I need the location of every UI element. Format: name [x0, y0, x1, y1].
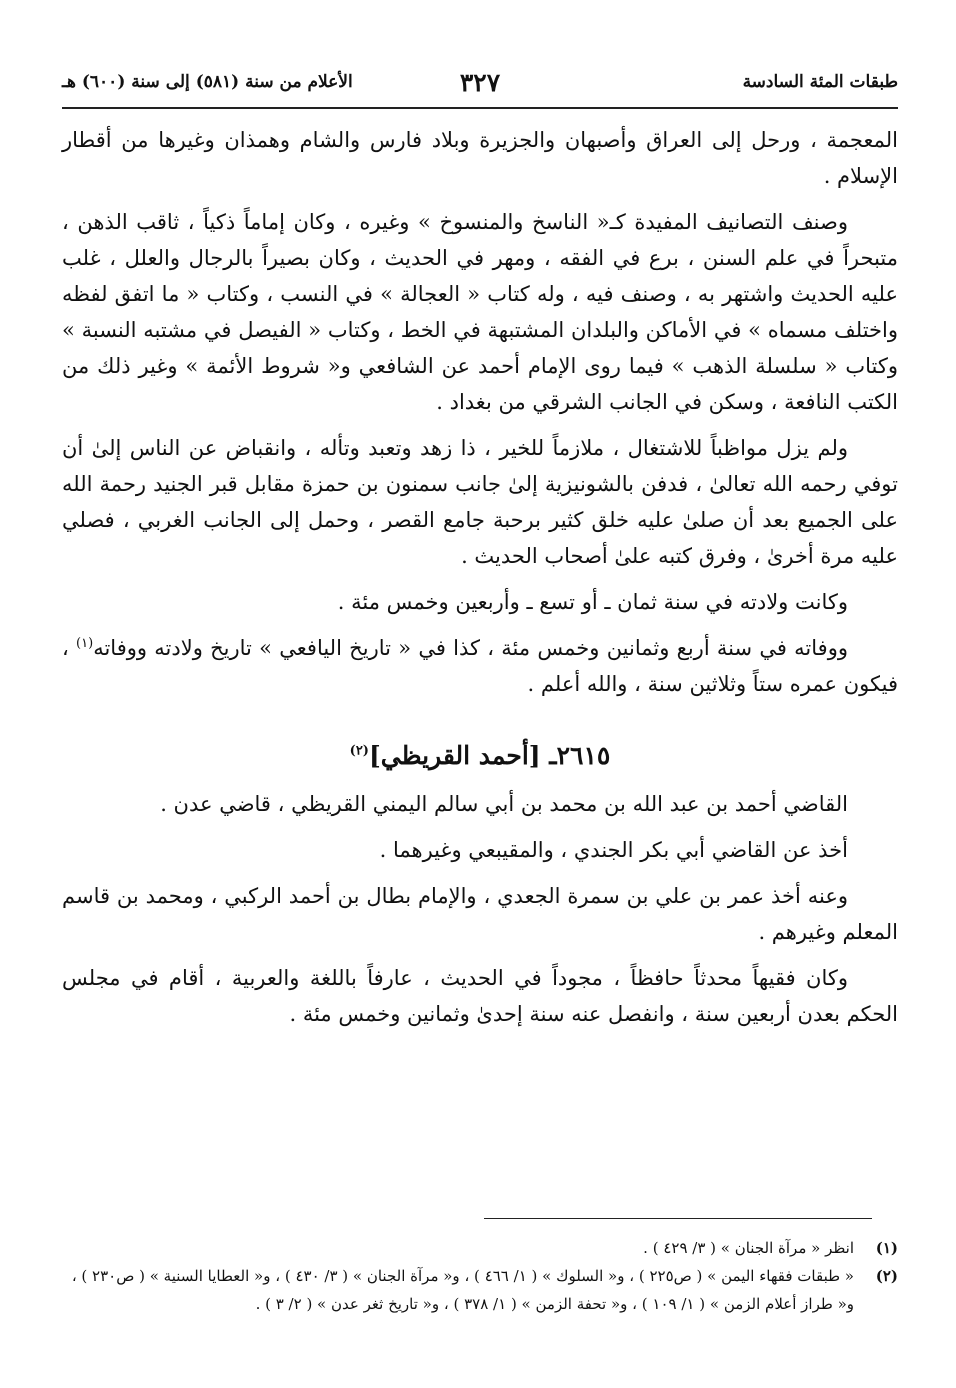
paragraph: المعجمة ، ورحل إلى العراق وأصبهان والجزيرة وبلاد فارس والشام وهمذان وغيرها من أقطار الإسلام . — [62, 128, 898, 188]
footnote — [62, 1262, 898, 1318]
main-text — [62, 122, 898, 1042]
footnotes — [62, 1234, 898, 1318]
footnote-text: « طبقات فقهاء اليمن » ( ص٢٢٥ ) ، و« السلوك » ( ١/ ٤٦٦ ) ، و« مرآة الجنان » ( ٣/ ٤٣٠ ) ، و« العطايا السنية » ( ص٢٣٠ ) ، و« طراز أعلام الزمن » ( ١/ ١٠٩ ) ، و« تحفة الزمن » ( ١/ ٣٧٨ ) ، و« تاريخ ثغر عدن » ( ٢/ ٣ ) . — [71, 1267, 854, 1313]
paragraph-death-date — [62, 630, 898, 702]
footnote-divider — [484, 1218, 872, 1219]
footnote-ref[interactable]: (٢) — [349, 743, 369, 759]
footnote-number: (٢) — [875, 1267, 898, 1285]
paragraph: وصنف التصانيف المفيدة كـ« الناسخ والمنسوخ » وغيره ، وكان إماماً ذكياً ، ثاقب الذهن ، متبحراً في علم السنن ، برع في الفقه ، ومهر في الحديث ، وكان بصيراً بالرجال والعلل ، غلب عليه الحديث واشتهر به ، وصنف فيه ، وله كتاب « العجالة » في النسب ، وكتاب « ما اتفق لفظه واختلف مسماه » في الأماكن والبلدان المشتبهة في الخط ، وكتاب « الفيصل في مشتبه النسبة » وكتاب « سلسلة الذهب » فيما روى الإمام أحمد عن الشافعي و« شروط الأئمة » وغير ذلك من الكتب النافعة ، وسكن في الجانب الشرقي من بغداد . — [62, 210, 898, 414]
paragraph: ولم يزل مواظباً للاشتغال ، ملازماً للخير ، ذا زهد وتعبد وتأله ، وانقباض عن الناس إلىٰ أن توفي رحمه الله تعالىٰ ، فدفن بالشونيزية إلىٰ جانب سمنون بن حمزة مقابل قبر الجنيد رحمة الله على الجميع بعد أن صلىٰ عليه خلق كثير برحبة جامع القصر ، وحمل إلى الجانب الغربي ، فصلي عليه مرة أخرىٰ ، وفرق كتبه علىٰ أصحاب الحديث . — [62, 436, 898, 568]
footnote — [62, 1234, 898, 1262]
running-header — [62, 68, 898, 106]
entry-heading — [62, 736, 898, 776]
footnote-ref[interactable]: (١) — [76, 636, 94, 651]
header-section-title: طبقات المئة السادسة — [742, 72, 898, 92]
footnote-text: انظر « مرآة الجنان » ( ٣/ ٤٢٩ ) . — [643, 1239, 854, 1257]
page-number: ٣٢٧ — [459, 68, 501, 97]
paragraph-text: ووفاته في سنة أربع وثمانين وخمس مئة ، كذا في « تاريخ اليافعي » تاريخ ولادته ووفاته — [93, 636, 848, 660]
paragraph: وعنه أخذ عمر بن علي بن سمرة الجعدي ، والإمام بطال بن أحمد الركبي ، ومحمد بن قاسم المعلم وغيرهم . — [62, 884, 898, 944]
entry-title: ٢٦١٥ـ [أحمد القريظي] — [368, 741, 611, 770]
paragraph-text: ، فيكون عمره ستاً وثلاثين سنة ، والله أعلم . — [62, 636, 898, 696]
paragraph: أخذ عن القاضي أبي بكر الجندي ، والمقيبعي وغيرهما . — [379, 838, 848, 862]
paragraph: القاضي أحمد بن عبد الله بن محمد بن أبي سالم اليمني القريظي ، قاضي عدن . — [160, 792, 848, 816]
paragraph: وكانت ولادته في سنة ثمان ـ أو تسع ـ وأربعين وخمس مئة . — [337, 590, 848, 614]
header-range-title: الأعلام من سنة (٥٨١) إلى سنة (٦٠٠) هـ — [62, 72, 353, 92]
paragraph: وكان فقيهاً محدثاً حافظاً ، مجوداً في الحديث ، عارفاً باللغة والعربية ، أقام في مجلس الحكم بعدن أربعين سنة ، وانفصل عنه سنة إحدىٰ وثمانين وخمس مئة . — [62, 966, 898, 1026]
header-divider — [62, 107, 898, 109]
footnote-number: (١) — [875, 1239, 898, 1257]
